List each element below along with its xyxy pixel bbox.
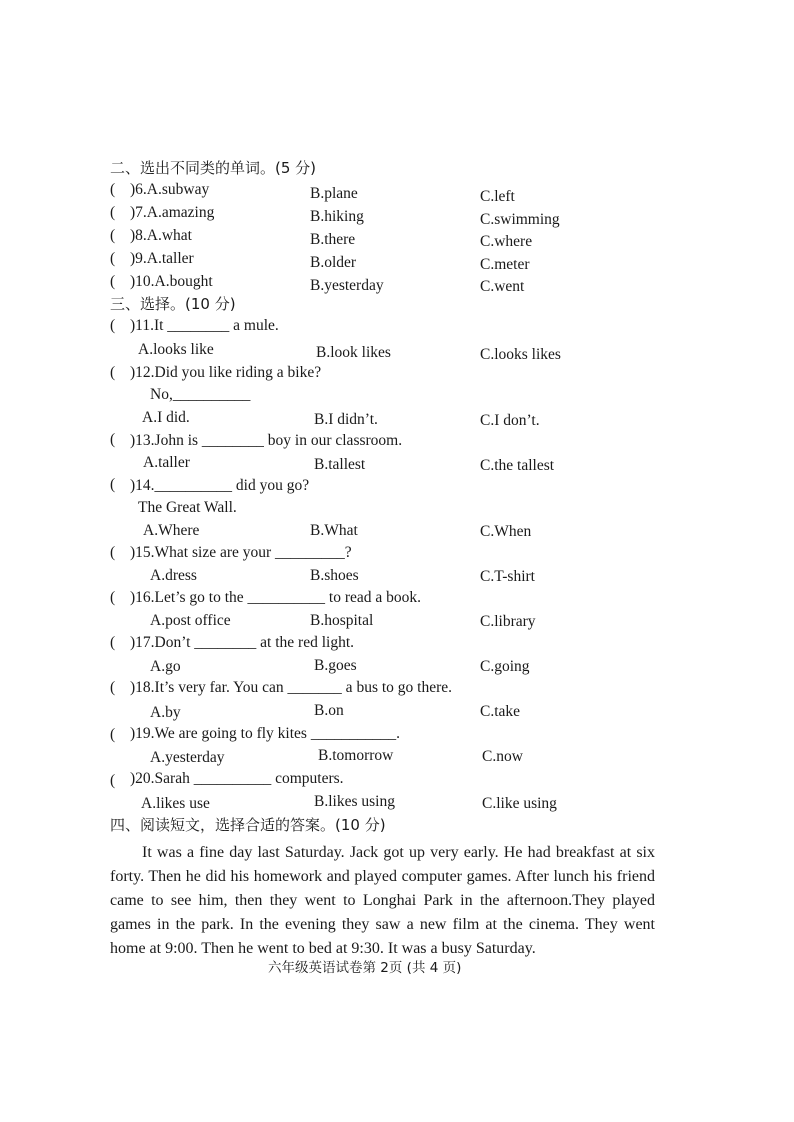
option-a: A.go [150, 658, 181, 675]
answer-paren[interactable]: ( [110, 227, 116, 244]
option-a: A.by [150, 704, 181, 721]
option-c: C.going [480, 658, 530, 675]
question-stem: )16.Let’s go to the __________ to read a book. [130, 589, 422, 606]
question-stem: )13.John is ________ boy in our classroom. [130, 432, 403, 449]
option-b: B.hospital [310, 612, 374, 629]
option-b: B.yesterday [310, 277, 384, 294]
option-a: A.likes use [141, 795, 210, 812]
section2-heading: 二、选出不同类的单词。(5 分) [110, 159, 317, 177]
option-c: C.looks likes [480, 346, 561, 363]
answer-paren[interactable]: ( [110, 317, 116, 334]
answer-paren[interactable]: ( [110, 772, 116, 789]
page-footer: 六年级英语试卷第 2页 (共 4 页) [268, 960, 462, 976]
answer-paren[interactable]: ( [110, 589, 116, 606]
option-b: B.I didn’t. [314, 411, 378, 428]
option-c: C.T-shirt [480, 568, 535, 585]
option-c: C.take [480, 703, 521, 720]
option-b: B.look likes [316, 344, 391, 361]
question-stem: )20.Sarah __________ computers. [130, 770, 344, 787]
answer-paren[interactable]: ( [110, 476, 116, 493]
question-stem: )8.A.what [130, 227, 192, 244]
question-stem: )6.A.subway [130, 181, 210, 198]
option-c: C.I don’t. [480, 412, 540, 429]
option-c: C.left [480, 188, 515, 205]
answer-paren[interactable]: ( [110, 679, 116, 696]
question-stem: )7.A.amazing [130, 204, 215, 221]
option-b: B.hiking [310, 208, 364, 225]
answer-paren[interactable]: ( [110, 181, 116, 198]
question-stem: )17.Don’t ________ at the red light. [130, 634, 355, 651]
option-a: A.post office [150, 612, 231, 629]
answer-paren[interactable]: ( [110, 544, 116, 561]
option-b: B.goes [314, 657, 357, 674]
option-b: B.on [314, 702, 344, 719]
answer-paren[interactable]: ( [110, 250, 116, 267]
option-b: B.tomorrow [318, 747, 394, 764]
option-c: C.where [480, 233, 533, 250]
answer-paren[interactable]: ( [110, 726, 116, 743]
option-b: B.tallest [314, 456, 366, 473]
option-a: A.dress [150, 567, 197, 584]
option-b: B.likes using [314, 793, 395, 810]
option-c: C.went [480, 278, 525, 295]
reading-passage [110, 841, 655, 961]
answer-paren[interactable]: ( [110, 634, 116, 651]
option-b: B.shoes [310, 567, 359, 584]
option-c: C.now [482, 748, 523, 765]
option-c: C.meter [480, 256, 530, 273]
option-a: A.yesterday [150, 749, 225, 766]
question-stem: )19.We are going to fly kites ___________. [130, 725, 400, 742]
answer-paren[interactable]: ( [110, 364, 116, 381]
option-c: C.swimming [480, 211, 560, 228]
option-b: B.plane [310, 185, 358, 202]
option-c: C.like using [482, 795, 557, 812]
option-a: A.I did. [142, 409, 190, 426]
option-a: A.taller [143, 454, 190, 471]
option-b: B.older [310, 254, 357, 271]
section4-heading: 四、阅读短文，选择合适的答案。(10 分) [110, 816, 386, 834]
question-stem: )12.Did you like riding a bike? [130, 364, 322, 381]
passage-text: It was a fine day last Saturday. Jack got up very early. He had breakfast at six forty. Then he did his homework and played computer games. After lunch his friend came to see him, then they went to Longhai Park in the afternoon.They played games in the park. In the evening they saw a new film at the cinema. They went home at 9:00. Then he went to bed at 9:30. It was a busy Saturday. [110, 844, 655, 957]
option-a: A.Where [143, 522, 200, 539]
answer-paren[interactable]: ( [110, 273, 116, 290]
section3-heading: 三、选择。(10 分) [110, 295, 236, 313]
option-b: B.there [310, 231, 356, 248]
question-stem: )10.A.bought [130, 273, 213, 290]
option-c: C.When [480, 523, 532, 540]
question-stem: )18.It’s very far. You can _______ a bus to go there. [130, 679, 453, 696]
option-a: A.looks like [138, 341, 214, 358]
answer-paren[interactable]: ( [110, 431, 116, 448]
question-prompt: No,__________ [150, 386, 251, 403]
question-stem: )15.What size are your _________? [130, 544, 352, 561]
answer-paren[interactable]: ( [110, 204, 116, 221]
question-prompt: The Great Wall. [138, 499, 237, 516]
question-stem: )9.A.taller [130, 250, 194, 267]
question-stem: )11.It ________ a mule. [130, 317, 279, 334]
option-c: C.the tallest [480, 457, 555, 474]
option-b: B.What [310, 522, 358, 539]
question-stem: )14.__________ did you go? [130, 477, 310, 494]
option-c: C.library [480, 613, 536, 630]
